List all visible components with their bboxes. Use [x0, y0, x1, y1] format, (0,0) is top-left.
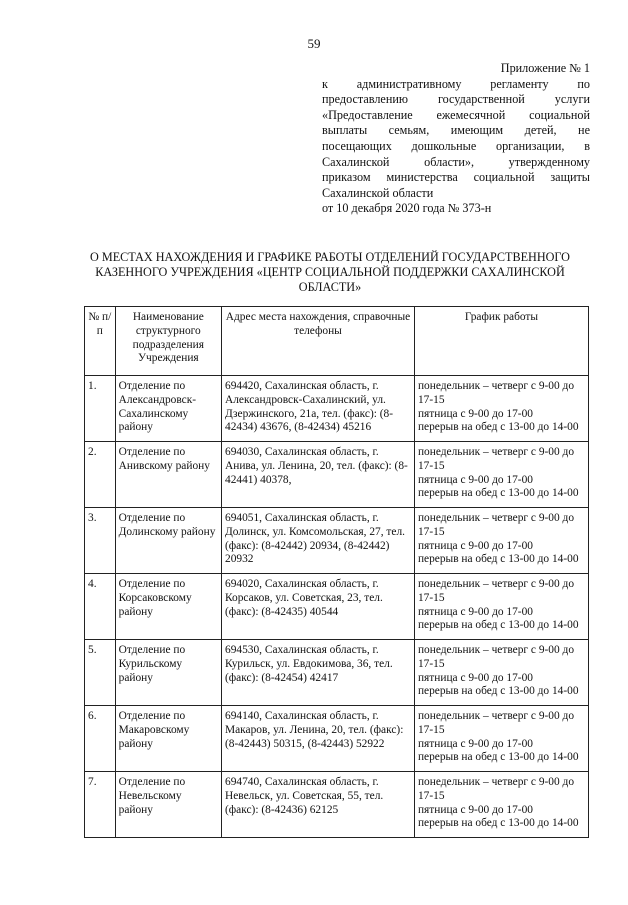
- header-address: Адрес места нахождения, справочные телефоны: [222, 307, 415, 376]
- schedule-line: перерыв на обед с 13-00 до 14-00: [417, 487, 579, 500]
- schedule-line: понедельник – четверг с 9-00 до 17-15: [417, 776, 575, 802]
- schedule-line: понедельник – четверг с 9-00 до 17-15: [417, 512, 575, 538]
- row-office-name: Отделение по Невельскому району: [115, 772, 221, 838]
- schedule-line: понедельник – четверг с 9-00 до 17-15: [417, 710, 575, 736]
- row-schedule: [414, 706, 588, 772]
- schedule-line: понедельник – четверг с 9-00 до 17-15: [417, 380, 575, 406]
- row-schedule: [414, 640, 588, 706]
- row-office-name: Отделение по Александровск-Сахалинскому району: [115, 376, 221, 442]
- appendix-line: приказом министерства социальной защиты: [322, 170, 590, 185]
- appendix-title: Приложение № 1: [500, 61, 590, 75]
- row-office-name: Отделение по Анивскому району: [115, 442, 221, 508]
- table-header-row: [85, 307, 589, 376]
- row-office-name: Отделение по Курильскому району: [115, 640, 221, 706]
- row-schedule: [414, 376, 588, 442]
- schedule-line: пятница с 9-00 до 17-00: [417, 737, 533, 750]
- table-row: [85, 706, 589, 772]
- schedule-line: понедельник – четверг с 9-00 до 17-15: [417, 644, 575, 670]
- row-address: 694740, Сахалинская область, г. Невельск, ул. Советская, 55, тел. (факс): (8-42436) 62125: [222, 772, 415, 838]
- table-body: [85, 376, 589, 838]
- appendix-line: Сахалинской области: [322, 185, 434, 200]
- row-address: 694051, Сахалинская область, г. Долинск, ул. Комсомольская, 27, тел. (факс): (8-42442) 20934, (8-42442) 20932: [222, 508, 415, 574]
- schedule-line: перерыв на обед с 13-00 до 14-00: [417, 685, 579, 698]
- row-number: 2.: [85, 442, 116, 508]
- table-row: [85, 508, 589, 574]
- row-address: 694420, Сахалинская область, г. Александровск-Сахалинский, ул. Дзержинского, 21а, тел. (факс): (8-42434) 43676, (8-42434) 45216: [222, 376, 415, 442]
- appendix-line: выплаты семьям, имеющим детей, не: [322, 123, 590, 138]
- schedule-line: перерыв на обед с 13-00 до 14-00: [417, 553, 579, 566]
- appendix-line: «Предоставление ежемесячной социальной: [322, 107, 590, 122]
- row-schedule: [414, 772, 588, 838]
- schedule-line: пятница с 9-00 до 17-00: [417, 407, 533, 420]
- schedule-line: перерыв на обед с 13-00 до 14-00: [417, 751, 579, 764]
- header-num: № п/п: [85, 307, 116, 376]
- appendix-line: от 10 декабря 2020 года № 373-н: [322, 201, 492, 216]
- schedule-line: понедельник – четверг с 9-00 до 17-15: [417, 446, 575, 472]
- appendix-line: посещающих дошкольные организации, в: [322, 138, 590, 153]
- appendix-line: Сахалинской области», утвержденному: [322, 154, 590, 169]
- schedule-line: перерыв на обед с 13-00 до 14-00: [417, 421, 579, 434]
- row-schedule: [414, 442, 588, 508]
- table-row: [85, 772, 589, 838]
- row-address: 694140, Сахалинская область, г. Макаров, ул. Ленина, 20, тел. (факс): (8-42443) 50315, (8-42443) 52922: [222, 706, 415, 772]
- table-row: [85, 376, 589, 442]
- schedule-line: пятница с 9-00 до 17-00: [417, 473, 533, 486]
- schedule-line: пятница с 9-00 до 17-00: [417, 803, 533, 816]
- row-address: 694020, Сахалинская область, г. Корсаков, ул. Советская, 23, тел. (факс): (8-42435) 40544: [222, 574, 415, 640]
- row-number: 6.: [85, 706, 116, 772]
- schedule-line: перерыв на обед с 13-00 до 14-00: [417, 619, 579, 632]
- schedule-line: пятница с 9-00 до 17-00: [417, 671, 533, 684]
- row-office-name: Отделение по Долинскому району: [115, 508, 221, 574]
- schedule-line: пятница с 9-00 до 17-00: [417, 605, 533, 618]
- table-row: [85, 442, 589, 508]
- table-row: [85, 640, 589, 706]
- row-address: 694530, Сахалинская область, г. Курильск, ул. Евдокимова, 36, тел. (факс): (8-42454) 42417: [222, 640, 415, 706]
- page-number: 59: [307, 36, 321, 51]
- row-schedule: [414, 508, 588, 574]
- schedule-line: перерыв на обед с 13-00 до 14-00: [417, 817, 579, 830]
- row-number: 3.: [85, 508, 116, 574]
- row-address: 694030, Сахалинская область, г. Анива, ул. Ленина, 20, тел. (факс): (8-42441) 40378,: [222, 442, 415, 508]
- row-schedule: [414, 574, 588, 640]
- appendix-block: [322, 61, 590, 217]
- row-number: 7.: [85, 772, 116, 838]
- table-row: [85, 574, 589, 640]
- row-number: 4.: [85, 574, 116, 640]
- offices-table: [84, 306, 589, 838]
- row-office-name: Отделение по Корсаковскому району: [115, 574, 221, 640]
- document-title: О МЕСТАХ НАХОЖДЕНИЯ И ГРАФИКЕ РАБОТЫ ОТДЕЛЕНИЙ ГОСУДАРСТВЕННОГО КАЗЕННОГО УЧРЕЖДЕНИЯ «ЦЕНТР СОЦИАЛЬНОЙ ПОДДЕРЖКИ САХАЛИНСКОЙ ОБЛАСТИ»: [90, 250, 570, 295]
- schedule-line: пятница с 9-00 до 17-00: [417, 539, 533, 552]
- row-office-name: Отделение по Макаровскому району: [115, 706, 221, 772]
- row-number: 5.: [85, 640, 116, 706]
- row-number: 1.: [85, 376, 116, 442]
- header-schedule: График работы: [414, 307, 588, 376]
- schedule-line: понедельник – четверг с 9-00 до 17-15: [417, 578, 575, 604]
- appendix-line: предоставлению государственной услуги: [322, 92, 590, 107]
- header-name: Наименование структурного подразделения Учреждения: [115, 307, 221, 376]
- appendix-line: к административному регламенту по: [322, 76, 590, 91]
